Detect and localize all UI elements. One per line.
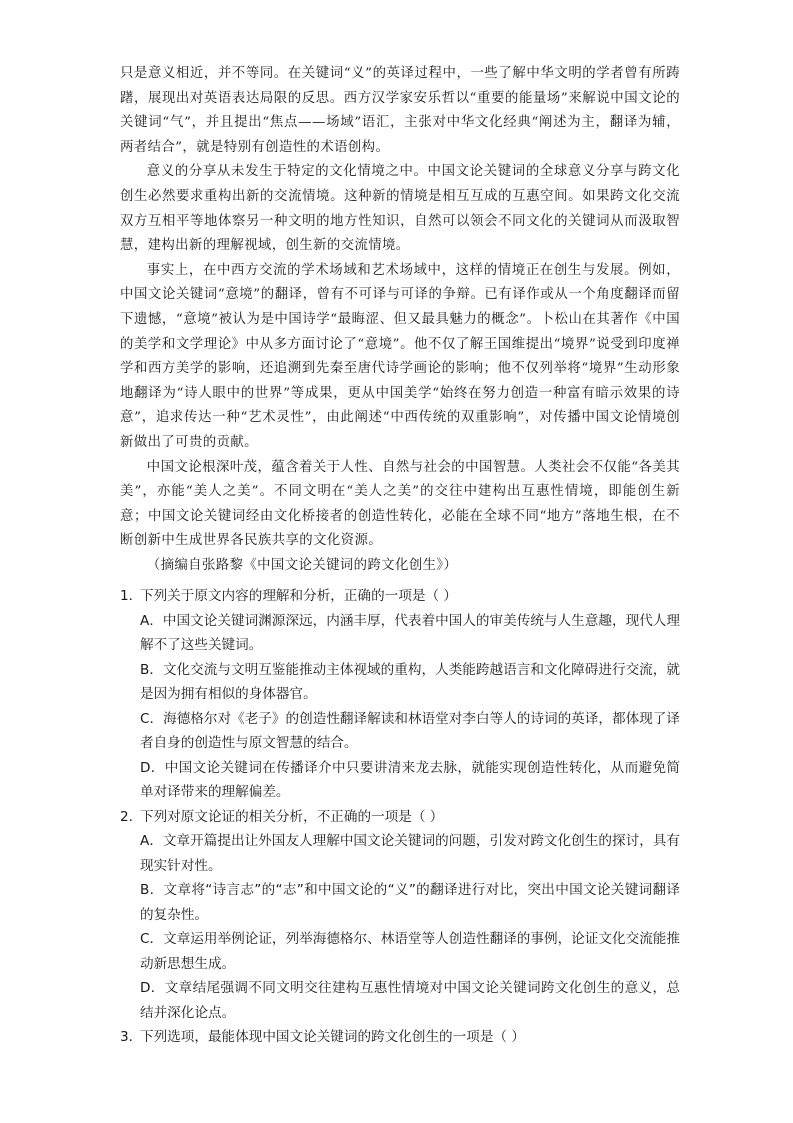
option-c[interactable]: C．海德格尔对《老子》的创造性翻译解读和林语堂对李白等人的诗词的英译，都体现了译者自身的创造性与原文智慧的结合。 xyxy=(140,710,680,752)
question-stem xyxy=(120,805,680,830)
question-number: 1． xyxy=(120,588,143,605)
option-b[interactable]: B．文章将“诗言志”的“志”和中国文论的“义”的翻译进行对比，突出中国文论关键词翻译的复杂性。 xyxy=(140,882,680,923)
passage-paragraph-2: 意义的分享从未发生于特定的文化情境之中。中国文论关键词的全球意义分享与跨文化创生必然要求重构出新的交流情境。这种新的情境是相互互成的互惠空间。如果跨文化交流双方互相平等地体察另一种文明的地方性知识，自然可以领会不同文化的关键词从而汲取智慧，建构出新的理解视域，创生新的交流情境。 xyxy=(120,164,680,254)
passage-paragraph-1: 只是意义相近，并不等同。在关键词“义”的英译过程中，一些了解中华文明的学者曾有所踌躇，展现出对英语表达局限的反思。西方汉学家安乐哲以“重要的能量场”来解说中国文论的关键词“气”，并且提出“焦点——场域”语汇，主张对中华文化经典“阐述为主，翻译为辅，两者结合”，就是特别有创造性的术语创构。 xyxy=(120,66,680,155)
passage-paragraph-4: 中国文论根深叶茂，蕴含着关于人性、自然与社会的中国智慧。人类社会不仅能“各美其美”，亦能“美人之美”。不同文明在“美人之美”的交往中建构出互惠性情境，即能创生新意；中国文论关键词经由文化桥接者的创造性转化，必能在全球不同“地方”落地生根，在不断创新中生成世界各民族共享的文化资源。 xyxy=(120,459,680,549)
question-number: 3． xyxy=(120,1029,143,1046)
question-text: 下列对原文论证的相关分析，不正确的一项是（ ） xyxy=(140,808,444,825)
option-a[interactable]: A．中国文论关键词渊源深远，内涵丰厚，代表着中国人的审美传统与人生意趣，现代人理解不了这些关键词。 xyxy=(140,612,680,654)
option-d[interactable]: D．中国文论关键词在传播译介中只要讲清来龙去脉，就能实现创造性转化，从而避免简单对译带来的理解偏差。 xyxy=(140,759,680,801)
question-list xyxy=(120,584,680,1050)
question-1 xyxy=(120,584,680,805)
question-stem xyxy=(120,584,680,609)
question-text: 下列选项，最能体现中国文论关键词的跨文化创生的一项是（ ） xyxy=(140,1029,525,1046)
question-number: 2． xyxy=(120,808,143,825)
option-a[interactable]: A．文章开篇提出让外国友人理解中国文论关键词的问题，引发对跨文化创生的探讨，具有现实针对性。 xyxy=(140,833,680,874)
question-stem xyxy=(120,1025,680,1050)
option-b[interactable]: B．文化交流与文明互鉴能推动主体视域的重构，人类能跨越语言和文化障碍进行交流，就是因为拥有相似的身体器官。 xyxy=(140,661,680,703)
passage-paragraph-3: 事实上，在中西方交流的学术场域和艺术场域中，这样的情境正在创生与发展。例如，中国文论关键词“意境”的翻译，曾有不可译与可译的争辩。已有译作或从一个角度翻译而留下遗憾，“意境”被认为是中国诗学“最晦涩、但又最具魅力的概念”。卜松山在其著作《中国的美学和文学理论》中从多方面讨论了“意境”。他不仅了解王国维提出“境界”说受到印度禅学和西方美学的影响，还追溯到先秦至唐代诗学画论的影响；他不仅列举将“境界”生动形象地翻译为“诗人眼中的世界”等成果，更从中国美学“始终在努力创造一种富有暗示效果的诗意”，追求传达一种“艺术灵性”，由此阐述“中西传统的双重影响”，对传播中国文论情境创新做出了可贵的贡献。 xyxy=(120,262,680,450)
question-3 xyxy=(120,1025,680,1050)
option-d[interactable]: D．文章结尾强调不同文明交往建构互惠性情境对中国文论关键词跨文化创生的意义，总结并深化论点。 xyxy=(140,980,680,1021)
question-text: 下列关于原文内容的理解和分析，正确的一项是（ ） xyxy=(140,588,457,605)
option-c[interactable]: C．文章运用举例论证，列举海德格尔、林语堂等人创造性翻译的事例，论证文化交流能推动新思想生成。 xyxy=(140,931,680,972)
reading-passage xyxy=(120,62,680,578)
document-page xyxy=(120,62,680,1050)
question-2 xyxy=(120,805,680,1026)
passage-source: （摘编自张路黎《中国文论关键词的跨文化创生》） xyxy=(146,557,458,573)
